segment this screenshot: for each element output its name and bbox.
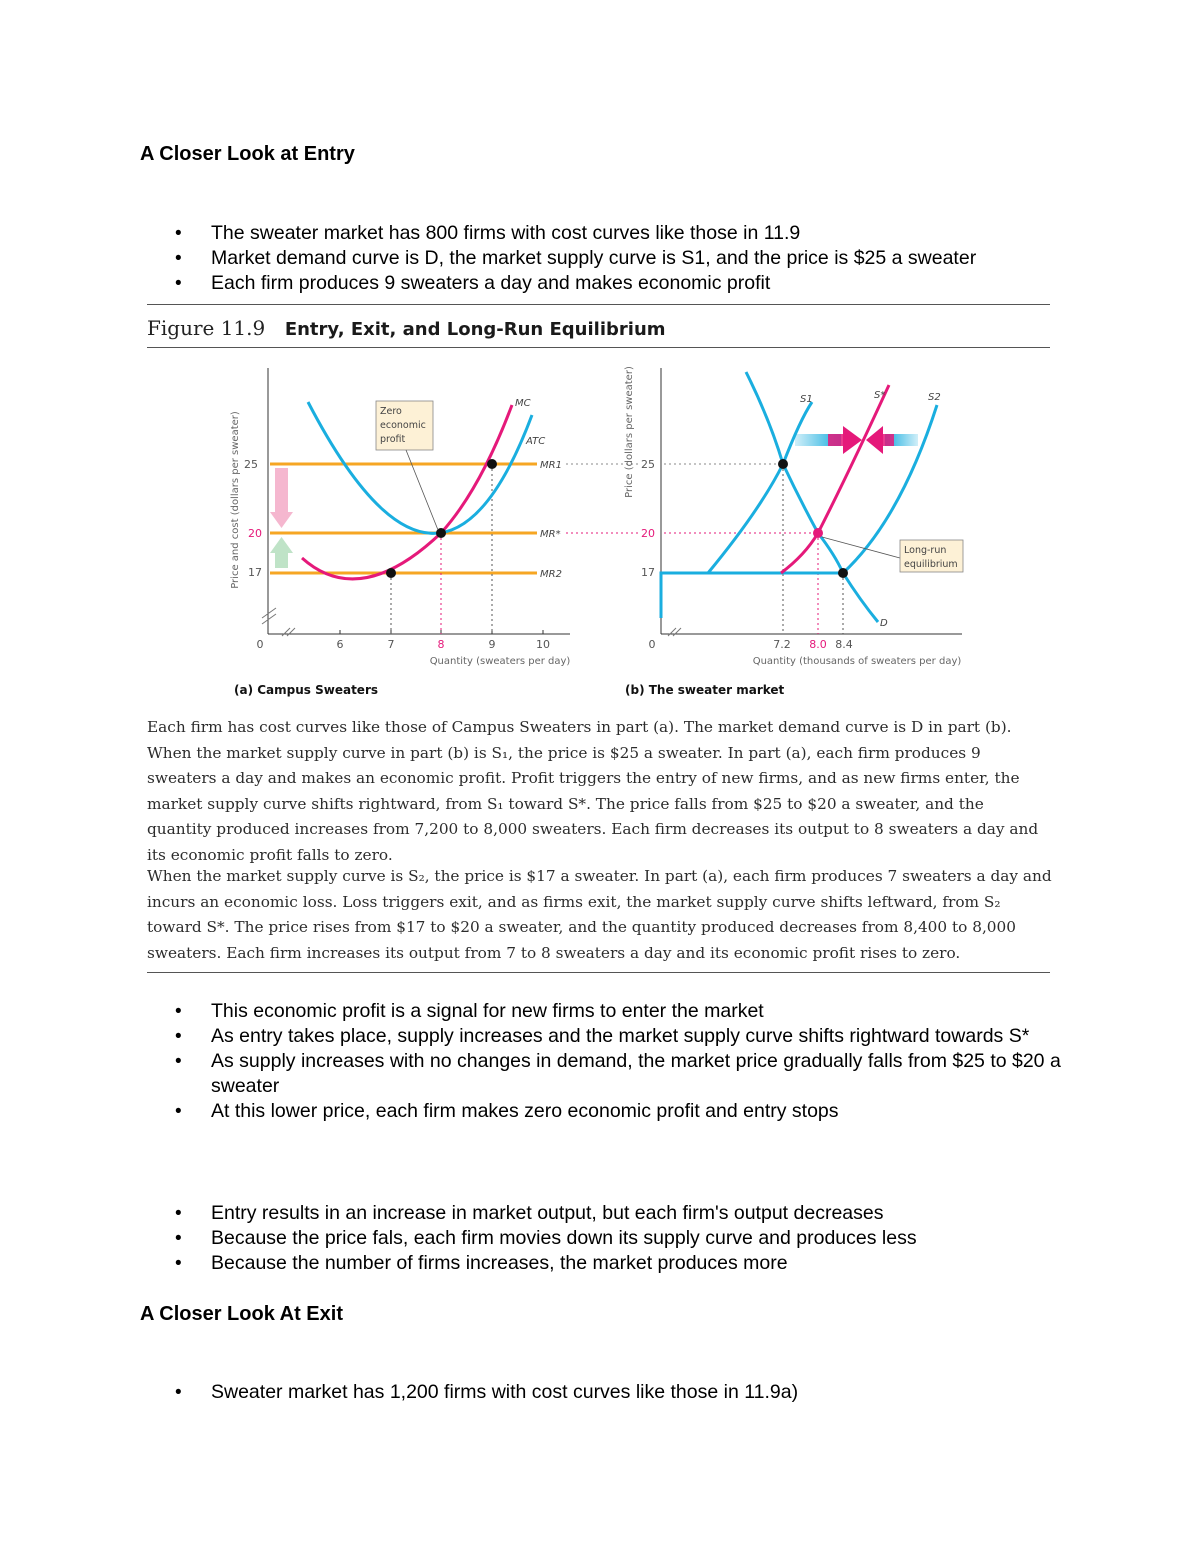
panel-b-y-label: Price (dollars per sweater) xyxy=(624,366,635,498)
svg-text:Long-run: Long-run xyxy=(904,545,947,556)
long-run-equilibrium-annotation xyxy=(822,537,963,572)
x-tick-label: 6 xyxy=(336,638,344,651)
svg-text:economic: economic xyxy=(380,420,426,431)
bullet-list-entry-end xyxy=(175,1201,1075,1276)
bullet-list-exit xyxy=(175,1380,1075,1405)
figure-title-text: Entry, Exit, and Long-Run Equilibrium xyxy=(284,319,666,340)
mr-star-label: MR* xyxy=(540,529,561,540)
s1-label: S1 xyxy=(800,394,813,405)
y-tick-label: 20 xyxy=(248,527,262,540)
s2-label: S2 xyxy=(928,392,941,403)
panel-a-graph xyxy=(230,368,640,667)
up-arrow-icon xyxy=(270,537,293,568)
figure-number: Figure 11.9 xyxy=(147,316,266,340)
list-item: • Each firm produces 9 sweaters a day and makes economic profit xyxy=(175,271,1075,296)
x-tick-label: 0 xyxy=(256,638,264,651)
figure-title-rule xyxy=(147,347,1050,348)
x-tick-label: 9 xyxy=(488,638,496,651)
panel-b-x-label: Quantity (thousands of sweaters per day) xyxy=(752,656,962,667)
point-marker xyxy=(386,568,396,578)
y-tick-label: 20 xyxy=(641,527,655,540)
panel-b-subtitle: (b) The sweater market xyxy=(625,683,785,697)
figure-caption-p2: When the market supply curve is S₂, the price is $17 a sweater. In part (a), each firm produces 7 sweaters a day and incurs an economic loss. Loss triggers exit, and as firms exit, the market supply curve shifts leftward, from S₂ toward S*. The price rises from $17 to $20 a sweater, and the quantity produced decreases from 8,400 to 8,000 sweaters. Each firm increases its output from 7 to 8 sweaters a day and its economic profit rises to zero. xyxy=(147,867,1052,962)
panel-a-y-label: Price and cost (dollars per sweater) xyxy=(230,411,241,589)
list-item: • Because the number of firms increases, the market produces more xyxy=(175,1251,1075,1276)
s-star-curve xyxy=(781,385,889,573)
list-item: • As supply increases with no changes in demand, the market price gradually falls from $25 to $20 a sweater xyxy=(175,1049,1075,1099)
y-tick-label: 25 xyxy=(244,458,258,471)
figure-top-rule xyxy=(147,304,1050,305)
svg-text:profit: profit xyxy=(380,434,406,445)
y-tick-label: 17 xyxy=(641,566,655,579)
list-item: • This economic profit is a signal for new firms to enter the market xyxy=(175,999,1075,1024)
s1-curve xyxy=(708,402,812,573)
mr1-label: MR1 xyxy=(540,460,562,471)
section-heading-entry: A Closer Look at Entry xyxy=(140,143,355,165)
panel-a-x-label: Quantity (sweaters per day) xyxy=(429,656,571,667)
atc-label: ATC xyxy=(526,436,546,447)
axis-break-icon xyxy=(282,628,295,636)
s-star-label: S* xyxy=(874,390,886,401)
figure-caption-p1: Each firm has cost curves like those of Campus Sweaters in part (a). The market demand curve is D in part (b). When the market supply curve in part (b) is S₁, the price is $25 a sweater. In part (a), each firm produces 9 sweaters a day and makes an economic profit. Profit triggers the entry of new firms, and as new firms enter, the market supply curve shifts rightward, from S₁ toward S*. The price falls from $25 to $20 a sweater, and the quantity produced increases from 7,200 to 8,000 sweaters. Each firm decreases its output to 8 sweaters a day and its economic profit falls to zero. xyxy=(147,718,1039,864)
svg-text:equilibrium: equilibrium xyxy=(904,559,958,570)
long-run-supply-line xyxy=(661,573,843,618)
axis-break-icon xyxy=(262,608,276,624)
x-tick-label: 0 xyxy=(648,638,656,651)
panel-b-graph xyxy=(624,366,963,667)
x-tick-label: 7.2 xyxy=(773,638,791,651)
bullet-list-entry-top xyxy=(175,221,1075,296)
figure-graphs xyxy=(220,358,980,670)
left-arrow-icon xyxy=(866,426,918,454)
point-marker xyxy=(778,459,788,469)
section-heading-exit: A Closer Look At Exit xyxy=(140,1303,343,1325)
list-item: • Entry results in an increase in market output, but each firm's output decreases xyxy=(175,1201,1075,1226)
x-tick-label: 8 xyxy=(437,638,445,651)
panel-a-subtitle: (a) Campus Sweaters xyxy=(234,683,379,697)
list-item: • Market demand curve is D, the market supply curve is S1, and the price is $25 a sweater xyxy=(175,246,1075,271)
list-item: • The sweater market has 800 firms with cost curves like those in 11.9 xyxy=(175,221,1075,246)
list-item: • Sweater market has 1,200 firms with cost curves like those in 11.9a) xyxy=(175,1380,1075,1405)
down-arrow-icon xyxy=(270,468,293,528)
right-arrow-icon xyxy=(795,426,862,454)
bullet-list-entry-mid xyxy=(175,999,1075,1124)
figure-title xyxy=(147,316,666,341)
x-tick-label: 8.0 xyxy=(809,638,827,651)
point-marker xyxy=(487,459,497,469)
list-item: • As entry takes place, supply increases and the market supply curve shifts rightward towards S* xyxy=(175,1024,1075,1049)
mr2-label: MR2 xyxy=(540,569,562,580)
d-label: D xyxy=(880,618,888,629)
x-tick-label: 7 xyxy=(387,638,395,651)
axis-break-icon xyxy=(668,628,681,636)
svg-text:Zero: Zero xyxy=(380,406,402,417)
y-tick-label: 25 xyxy=(641,458,655,471)
list-item: • At this lower price, each firm makes zero economic profit and entry stops xyxy=(175,1099,1075,1124)
point-marker xyxy=(838,568,848,578)
x-tick-label: 8.4 xyxy=(835,638,853,651)
list-item: • Because the price fals, each firm movies down its supply curve and produces less xyxy=(175,1226,1075,1251)
figure-bottom-rule xyxy=(147,972,1050,973)
x-tick-label: 10 xyxy=(536,638,550,651)
mc-label: MC xyxy=(515,398,531,409)
point-marker xyxy=(813,528,823,538)
y-tick-label: 17 xyxy=(248,566,262,579)
